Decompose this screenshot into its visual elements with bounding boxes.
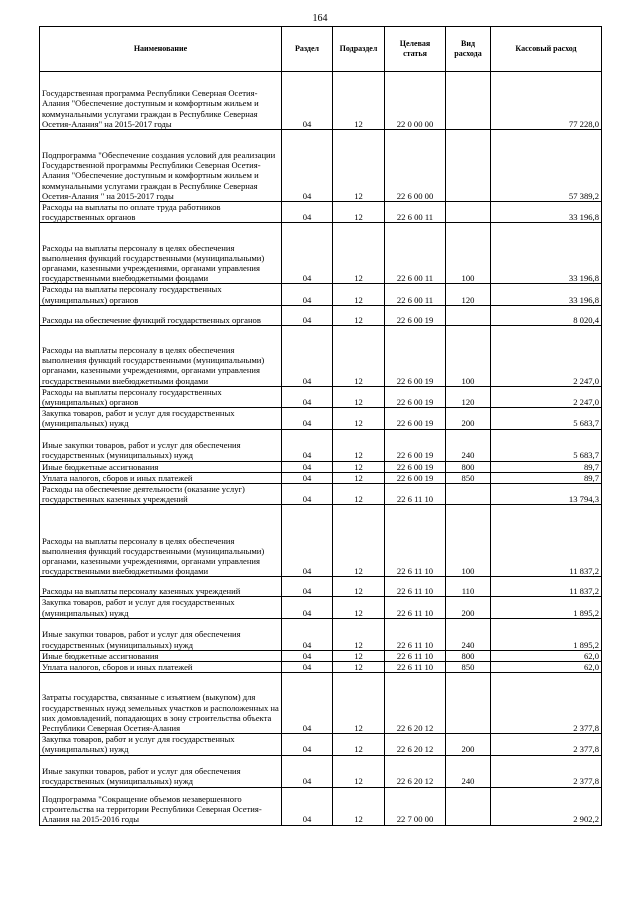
row-kind: 120 xyxy=(446,284,491,305)
row-article: 22 6 00 19 xyxy=(385,325,446,386)
row-amount: 5 683,7 xyxy=(491,408,602,429)
row-name: Расходы на выплаты персоналу в целях обеспечения выполнения функций государственными (муниципальными) органами, казенными учреждениями, органами управления государственными внебюджетными фондами xyxy=(40,325,282,386)
row-kind xyxy=(446,787,491,825)
row-amount: 2 247,0 xyxy=(491,386,602,407)
row-kind: 850 xyxy=(446,662,491,673)
row-subsection: 12 xyxy=(333,130,385,202)
row-name: Расходы на обеспечение деятельности (оказание услуг) государственных казенных учреждений xyxy=(40,484,282,505)
row-amount: 11 837,2 xyxy=(491,505,602,577)
row-article: 22 6 11 10 xyxy=(385,577,446,597)
row-name: Закупка товаров, работ и услуг для государственных (муниципальных) нужд xyxy=(40,734,282,755)
row-section: 04 xyxy=(282,577,333,597)
table-row xyxy=(40,223,602,284)
row-amount: 2 902,2 xyxy=(491,787,602,825)
table-row xyxy=(40,734,602,755)
row-name: Подпрограмма "Сокращение объемов незавершенного строительства на территории Республики Северная Осетия-Алания на 2015-2016 годы xyxy=(40,787,282,825)
row-amount: 89,7 xyxy=(491,461,602,472)
table-row xyxy=(40,597,602,618)
row-name: Расходы на выплаты персоналу казенных учреждений xyxy=(40,577,282,597)
row-name: Иные закупки товаров, работ и услуг для обеспечения государственных (муниципальных) нужд xyxy=(40,618,282,650)
row-name: Подпрограмма "Обеспечение создания условий для реализации Государственной программы Республики Северная Осетия-Алания "Обеспечение доступным и комфортным жильем и коммунальными услугами граждан в Республике Северная Осетия-Алания " на 2015-2017 годы xyxy=(40,130,282,202)
row-amount: 11 837,2 xyxy=(491,577,602,597)
row-article: 22 6 11 10 xyxy=(385,597,446,618)
row-name: Уплата налогов, сборов и иных платежей xyxy=(40,662,282,673)
budget-table xyxy=(39,26,602,826)
table-row xyxy=(40,305,602,325)
table-row xyxy=(40,755,602,787)
table-row xyxy=(40,650,602,661)
row-kind: 800 xyxy=(446,461,491,472)
header-amount: Кассовый расход xyxy=(491,27,602,72)
row-amount: 2 377,8 xyxy=(491,755,602,787)
row-amount: 5 683,7 xyxy=(491,429,602,461)
row-subsection: 12 xyxy=(333,305,385,325)
row-section: 04 xyxy=(282,505,333,577)
row-section: 04 xyxy=(282,484,333,505)
row-kind: 240 xyxy=(446,618,491,650)
row-subsection: 12 xyxy=(333,284,385,305)
row-section: 04 xyxy=(282,130,333,202)
table-row xyxy=(40,673,602,734)
row-article: 22 6 00 19 xyxy=(385,461,446,472)
table-row xyxy=(40,408,602,429)
row-amount: 77 228,0 xyxy=(491,72,602,130)
table-row xyxy=(40,461,602,472)
table-row xyxy=(40,505,602,577)
table-row xyxy=(40,662,602,673)
row-amount: 1 895,2 xyxy=(491,618,602,650)
page-number: 164 xyxy=(312,13,328,24)
row-kind xyxy=(446,72,491,130)
row-kind: 100 xyxy=(446,223,491,284)
row-amount: 2 377,8 xyxy=(491,673,602,734)
row-subsection: 12 xyxy=(333,577,385,597)
row-article: 22 6 20 12 xyxy=(385,755,446,787)
row-amount: 8 020,4 xyxy=(491,305,602,325)
row-kind: 240 xyxy=(446,755,491,787)
row-kind: 200 xyxy=(446,597,491,618)
row-kind: 240 xyxy=(446,429,491,461)
table-row xyxy=(40,386,602,407)
row-section: 04 xyxy=(282,734,333,755)
row-subsection: 12 xyxy=(333,734,385,755)
row-subsection: 12 xyxy=(333,408,385,429)
row-kind: 110 xyxy=(446,577,491,597)
row-amount: 33 196,8 xyxy=(491,284,602,305)
row-name: Расходы на выплаты персоналу в целях обеспечения выполнения функций государственными (муниципальными) органами, казенными учреждениями, органами управления государственными внебюджетными фондами xyxy=(40,223,282,284)
row-article: 22 6 11 10 xyxy=(385,618,446,650)
row-section: 04 xyxy=(282,755,333,787)
row-section: 04 xyxy=(282,597,333,618)
row-amount: 62,0 xyxy=(491,650,602,661)
header-name: Наименование xyxy=(40,27,282,72)
row-kind: 200 xyxy=(446,734,491,755)
row-name: Закупка товаров, работ и услуг для государственных (муниципальных) нужд xyxy=(40,597,282,618)
row-section: 04 xyxy=(282,408,333,429)
table-body xyxy=(40,72,602,826)
row-article: 22 7 00 00 xyxy=(385,787,446,825)
row-article: 22 6 00 11 xyxy=(385,284,446,305)
row-article: 22 6 20 12 xyxy=(385,673,446,734)
row-amount: 1 895,2 xyxy=(491,597,602,618)
row-section: 04 xyxy=(282,662,333,673)
row-section: 04 xyxy=(282,472,333,483)
row-article: 22 6 11 10 xyxy=(385,484,446,505)
row-name: Расходы на выплаты персоналу в целях обеспечения выполнения функций государственными (муниципальными) органами, казенными учреждениями, органами управления государственными внебюджетными фондами xyxy=(40,505,282,577)
table-row xyxy=(40,130,602,202)
row-subsection: 12 xyxy=(333,650,385,661)
row-name: Закупка товаров, работ и услуг для государственных (муниципальных) нужд xyxy=(40,408,282,429)
table-row xyxy=(40,484,602,505)
row-kind xyxy=(446,673,491,734)
row-section: 04 xyxy=(282,202,333,223)
row-amount: 62,0 xyxy=(491,662,602,673)
table-row xyxy=(40,202,602,223)
row-subsection: 12 xyxy=(333,429,385,461)
row-kind: 200 xyxy=(446,408,491,429)
row-subsection: 12 xyxy=(333,461,385,472)
row-section: 04 xyxy=(282,429,333,461)
row-article: 22 6 00 00 xyxy=(385,130,446,202)
row-kind xyxy=(446,130,491,202)
row-article: 22 6 00 11 xyxy=(385,223,446,284)
header-article: Целевая статья xyxy=(385,27,446,72)
row-kind: 800 xyxy=(446,650,491,661)
row-name: Расходы на выплаты персоналу государственных (муниципальных) органов xyxy=(40,386,282,407)
row-kind: 100 xyxy=(446,505,491,577)
row-section: 04 xyxy=(282,386,333,407)
row-subsection: 12 xyxy=(333,755,385,787)
row-section: 04 xyxy=(282,673,333,734)
row-section: 04 xyxy=(282,284,333,305)
row-subsection: 12 xyxy=(333,223,385,284)
row-name: Государственная программа Республики Северная Осетия-Алания "Обеспечение доступным и комфортным жильем и коммунальными услугами граждан в Республике Северная Осетия-Алания" на 2015-2017 годы xyxy=(40,72,282,130)
row-amount: 33 196,8 xyxy=(491,202,602,223)
table-row xyxy=(40,577,602,597)
row-subsection: 12 xyxy=(333,386,385,407)
row-name: Уплата налогов, сборов и иных платежей xyxy=(40,472,282,483)
table-header-row xyxy=(40,27,602,72)
row-section: 04 xyxy=(282,787,333,825)
row-name: Иные закупки товаров, работ и услуг для обеспечения государственных (муниципальных) нужд xyxy=(40,755,282,787)
row-article: 22 6 00 19 xyxy=(385,408,446,429)
row-article: 22 6 00 19 xyxy=(385,305,446,325)
table-row xyxy=(40,472,602,483)
row-section: 04 xyxy=(282,72,333,130)
row-kind: 100 xyxy=(446,325,491,386)
row-article: 22 6 00 19 xyxy=(385,386,446,407)
row-name: Расходы на выплаты по оплате труда работников государственных органов xyxy=(40,202,282,223)
row-name: Затраты государства, связанные с изъятием (выкупом) для государственных нужд земельных участков и расположенных на них домовладений, попадающих в зону строительства объекта Республики Северная Осетия-Алания xyxy=(40,673,282,734)
row-name: Расходы на обеспечение функций государственных органов xyxy=(40,305,282,325)
header-kind: Вид расхода xyxy=(446,27,491,72)
row-kind: 850 xyxy=(446,472,491,483)
row-section: 04 xyxy=(282,618,333,650)
row-amount: 2 377,8 xyxy=(491,734,602,755)
row-subsection: 12 xyxy=(333,325,385,386)
table-row xyxy=(40,325,602,386)
row-name: Иные бюджетные ассигнования xyxy=(40,650,282,661)
row-section: 04 xyxy=(282,461,333,472)
row-subsection: 12 xyxy=(333,597,385,618)
table-row xyxy=(40,429,602,461)
table-row xyxy=(40,787,602,825)
row-section: 04 xyxy=(282,650,333,661)
row-section: 04 xyxy=(282,305,333,325)
row-subsection: 12 xyxy=(333,472,385,483)
row-amount: 13 794,3 xyxy=(491,484,602,505)
row-section: 04 xyxy=(282,223,333,284)
row-article: 22 6 20 12 xyxy=(385,734,446,755)
row-kind xyxy=(446,484,491,505)
row-article: 22 6 00 19 xyxy=(385,429,446,461)
row-subsection: 12 xyxy=(333,72,385,130)
row-subsection: 12 xyxy=(333,673,385,734)
header-subsection: Подраздел xyxy=(333,27,385,72)
table-row xyxy=(40,72,602,130)
row-amount: 2 247,0 xyxy=(491,325,602,386)
row-subsection: 12 xyxy=(333,202,385,223)
row-subsection: 12 xyxy=(333,787,385,825)
row-amount: 89,7 xyxy=(491,472,602,483)
row-kind xyxy=(446,305,491,325)
table-row xyxy=(40,618,602,650)
table-row xyxy=(40,284,602,305)
row-article: 22 6 00 19 xyxy=(385,472,446,483)
header-section: Раздел xyxy=(282,27,333,72)
row-subsection: 12 xyxy=(333,662,385,673)
row-name: Иные бюджетные ассигнования xyxy=(40,461,282,472)
row-kind xyxy=(446,202,491,223)
row-kind: 120 xyxy=(446,386,491,407)
row-subsection: 12 xyxy=(333,505,385,577)
row-subsection: 12 xyxy=(333,618,385,650)
row-article: 22 6 11 10 xyxy=(385,505,446,577)
row-article: 22 6 11 10 xyxy=(385,650,446,661)
row-amount: 57 389,2 xyxy=(491,130,602,202)
row-article: 22 6 00 11 xyxy=(385,202,446,223)
row-article: 22 6 11 10 xyxy=(385,662,446,673)
row-amount: 33 196,8 xyxy=(491,223,602,284)
row-section: 04 xyxy=(282,325,333,386)
row-subsection: 12 xyxy=(333,484,385,505)
row-name: Расходы на выплаты персоналу государственных (муниципальных) органов xyxy=(40,284,282,305)
row-name: Иные закупки товаров, работ и услуг для обеспечения государственных (муниципальных) нужд xyxy=(40,429,282,461)
row-article: 22 0 00 00 xyxy=(385,72,446,130)
